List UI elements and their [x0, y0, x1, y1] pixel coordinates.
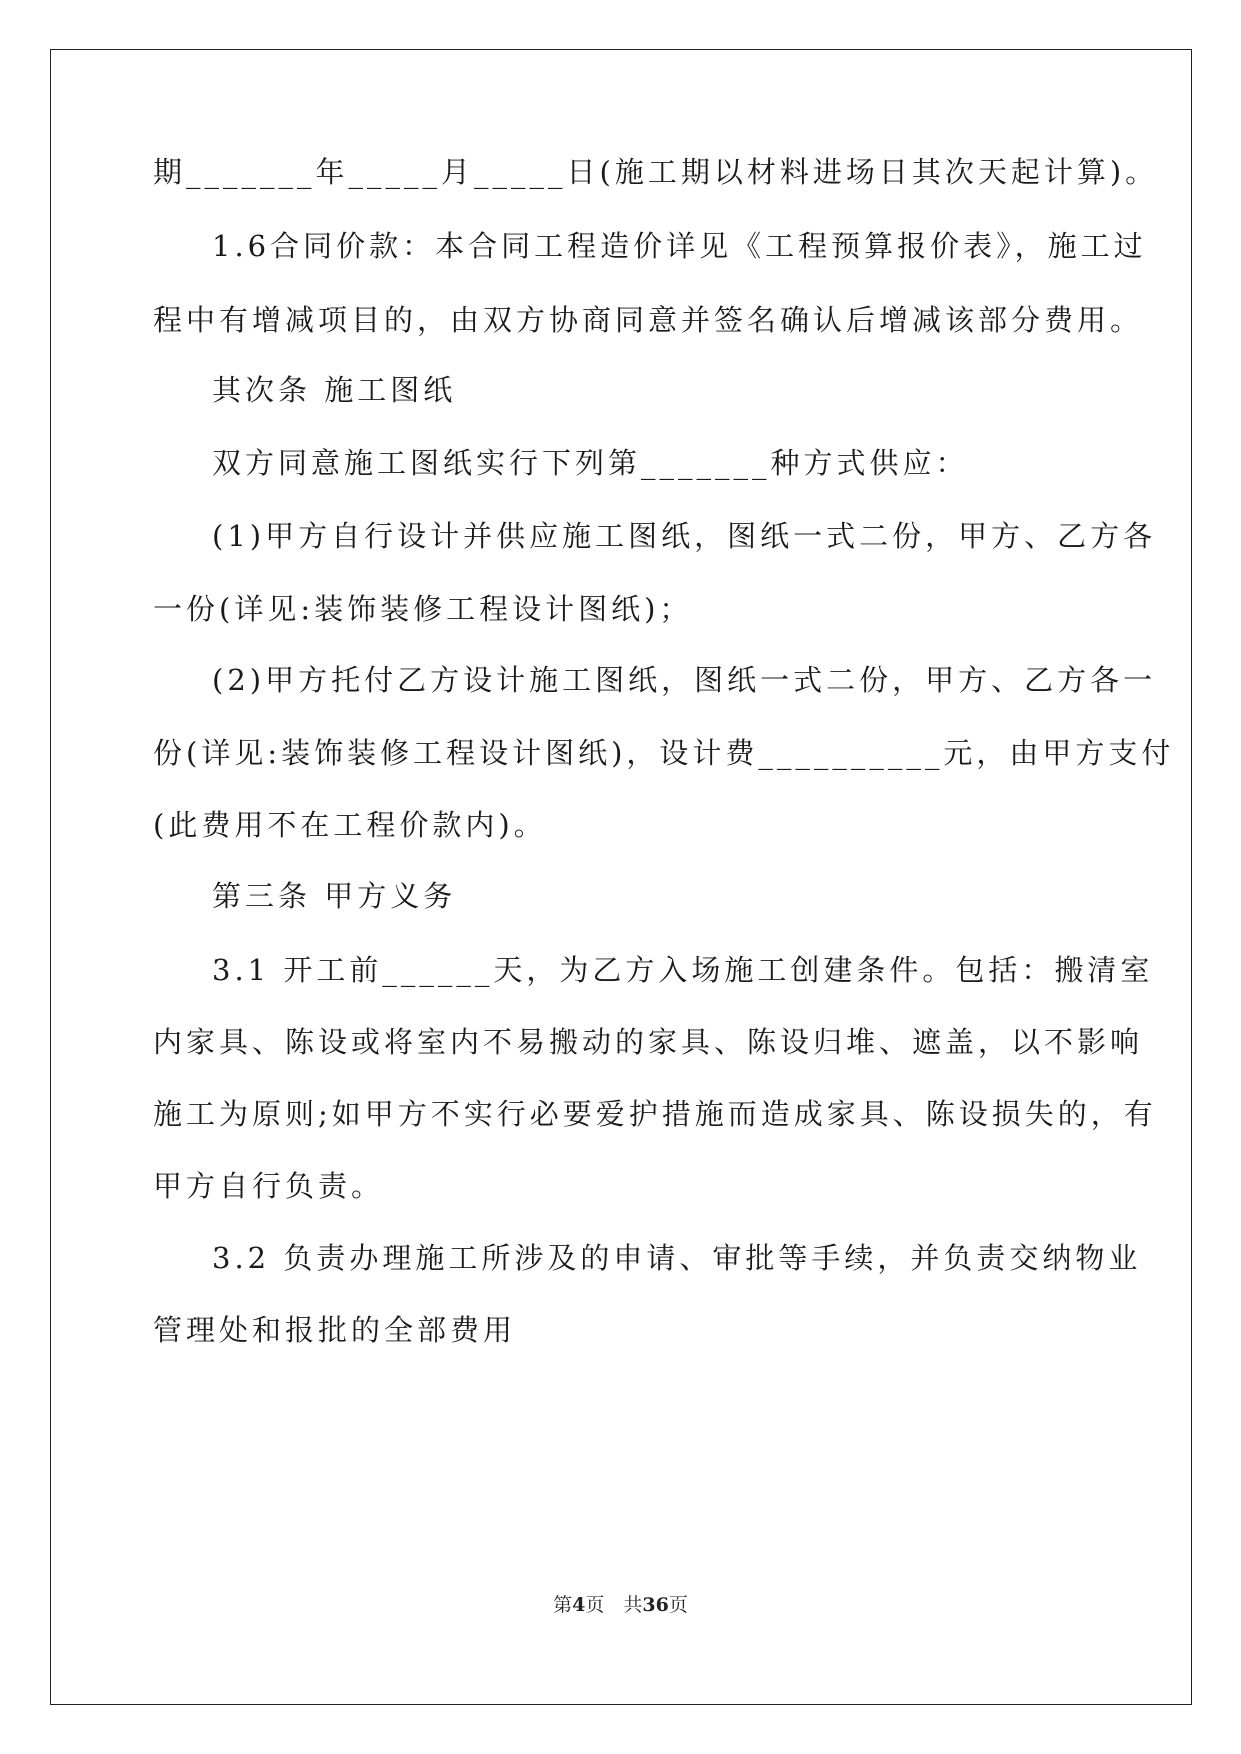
text-line: 1.6合同价款：本合同工程造价详见《工程预算报价表》，施工过: [212, 229, 1147, 263]
text-line: 3.1 开工前______天，为乙方入场施工创建条件。包括：搬清室: [212, 953, 1154, 987]
page-footer: [0, 1590, 1241, 1617]
section-heading: 第三条 甲方义务: [212, 879, 457, 913]
text-line: 一份(详见:装饰装修工程设计图纸)；: [153, 592, 693, 626]
footer-total-pages: 36: [642, 1594, 669, 1616]
text-line: (2)甲方托付乙方设计施工图纸，图纸一式二份，甲方、乙方各一: [212, 663, 1157, 697]
footer-page-number: 4: [572, 1594, 586, 1616]
footer-mid: 页 共: [585, 1594, 643, 1616]
text-line: 甲方自行负责。: [153, 1169, 385, 1203]
text-line: (此费用不在工程价款内)。: [153, 808, 547, 842]
text-line: 双方同意施工图纸实行下列第_______种方式供应：: [212, 446, 969, 480]
footer-suffix: 页: [668, 1594, 688, 1616]
text-line: (1)甲方自行设计并供应施工图纸，图纸一式二份，甲方、乙方各: [212, 519, 1157, 553]
text-line: 程中有增减项目的，由双方协商同意并签名确认后增减该部分费用。: [153, 303, 1144, 337]
section-heading: 其次条 施工图纸: [212, 373, 457, 407]
text-line: 管理处和报批的全部费用: [153, 1313, 517, 1347]
footer-prefix: 第: [553, 1594, 573, 1616]
text-line: 期_______年_____月_____日(施工期以材料进场日其次天起计算)。: [153, 155, 1159, 189]
text-line: 施工为原则;如甲方不实行必要爱护措施而造成家具、陈设损失的，有: [153, 1097, 1157, 1131]
text-line: 份(详见:装饰装修工程设计图纸)，设计费__________元，由甲方支付: [153, 736, 1175, 770]
text-line: 内家具、陈设或将室内不易搬动的家具、陈设归堆、遮盖，以不影响: [153, 1025, 1144, 1059]
text-line: 3.2 负责办理施工所涉及的申请、审批等手续，并负责交纳物业: [212, 1241, 1142, 1275]
